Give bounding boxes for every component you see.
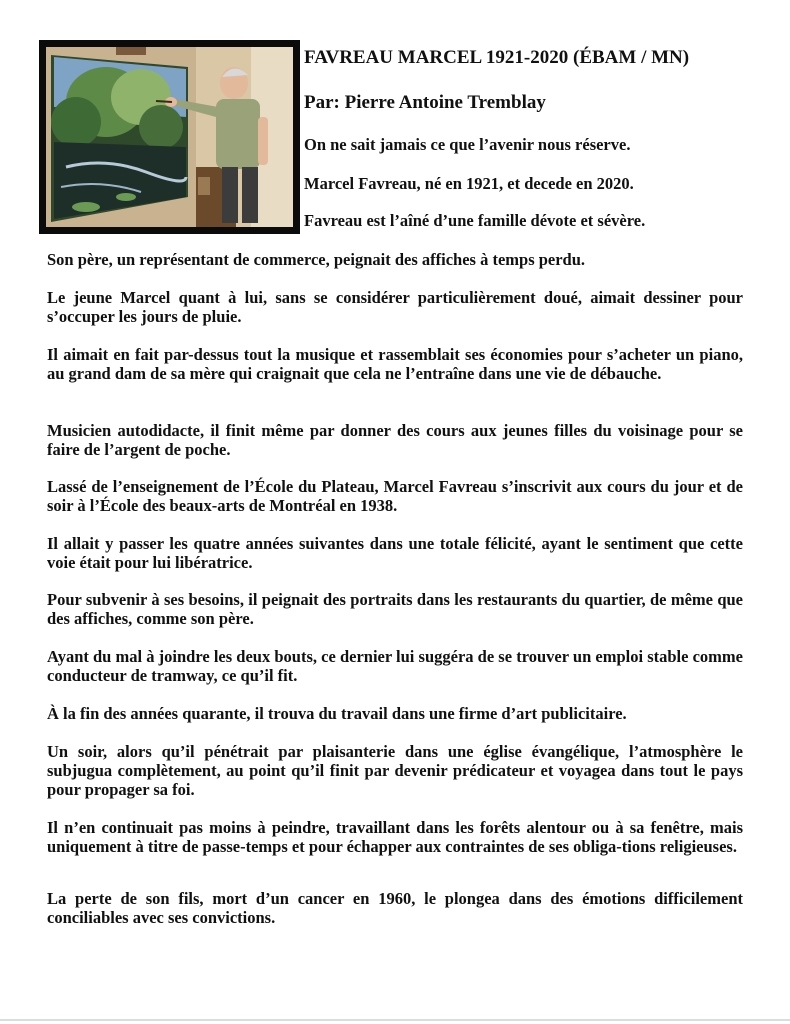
page-bottom-edge: [0, 1019, 790, 1021]
painter-at-easel-image: [46, 47, 293, 227]
body-paragraph: Il n’en continuait pas moins à peindre, travaillant dans les forêts alentour ou à sa fenêtre, mais uniquement à titre de passe-temps et pour échapper aux contraintes de ses obliga-tions religieuses.: [47, 818, 743, 856]
artist-photo: [39, 40, 300, 234]
intro-paragraph: Marcel Favreau, né en 1921, et decede en 2020.: [304, 174, 634, 193]
body-paragraph: Pour subvenir à ses besoins, il peignait des portraits dans les restaurants du quartier, de même que des affiches, comme son père.: [47, 590, 743, 628]
body-paragraph: Il aimait en fait par-dessus tout la musique et rassemblait ses économies pour s’acheter un piano, au grand dam de sa mère qui craignait que cela ne l’entraîne dans une vie de débauche.: [47, 345, 743, 383]
body-paragraph: Un soir, alors qu’il pénétrait par plaisanterie dans une église évangélique, l’atmosphère le subjugua complètement, au point qu’il finit par devenir prédicateur et voyagea dans tout le pays pour propager sa foi.: [47, 742, 743, 799]
body-paragraph: À la fin des années quarante, il trouva du travail dans une firme d’art publicitaire.: [47, 704, 627, 723]
intro-paragraph: Favreau est l’aîné d’une famille dévote et sévère.: [304, 211, 646, 230]
body-paragraph: La perte de son fils, mort d’un cancer en 1960, le plongea dans des émotions difficilement conciliables avec ses convictions.: [47, 889, 743, 927]
body-paragraph: Il allait y passer les quatre années suivantes dans une totale félicité, ayant le sentiment que cette voie était pour lui libératrice.: [47, 534, 743, 572]
author-byline: Par: Pierre Antoine Tremblay: [304, 92, 546, 113]
document-title: FAVREAU MARCEL 1921-2020 (ÉBAM / MN): [304, 47, 690, 68]
body-paragraph: Son père, un représentant de commerce, peignait des affiches à temps perdu.: [47, 250, 586, 269]
body-paragraph: Lassé de l’enseignement de l’École du Plateau, Marcel Favreau s’inscrivit aux cours du jour et de soir à l’École des beaux-arts de Montréal en 1938.: [47, 477, 743, 515]
body-paragraph: Musicien autodidacte, il finit même par donner des cours aux jeunes filles du voisinage pour se faire de l’argent de poche.: [47, 421, 743, 459]
body-paragraph: Ayant du mal à joindre les deux bouts, ce dernier lui suggéra de se trouver un emploi stable comme conducteur de tramway, ce qu’il fit.: [47, 647, 743, 685]
intro-paragraph: On ne sait jamais ce que l’avenir nous réserve.: [304, 135, 631, 154]
body-paragraph: Le jeune Marcel quant à lui, sans se considérer particulièrement doué, aimait dessiner pour s’occuper les jours de pluie.: [47, 288, 743, 326]
